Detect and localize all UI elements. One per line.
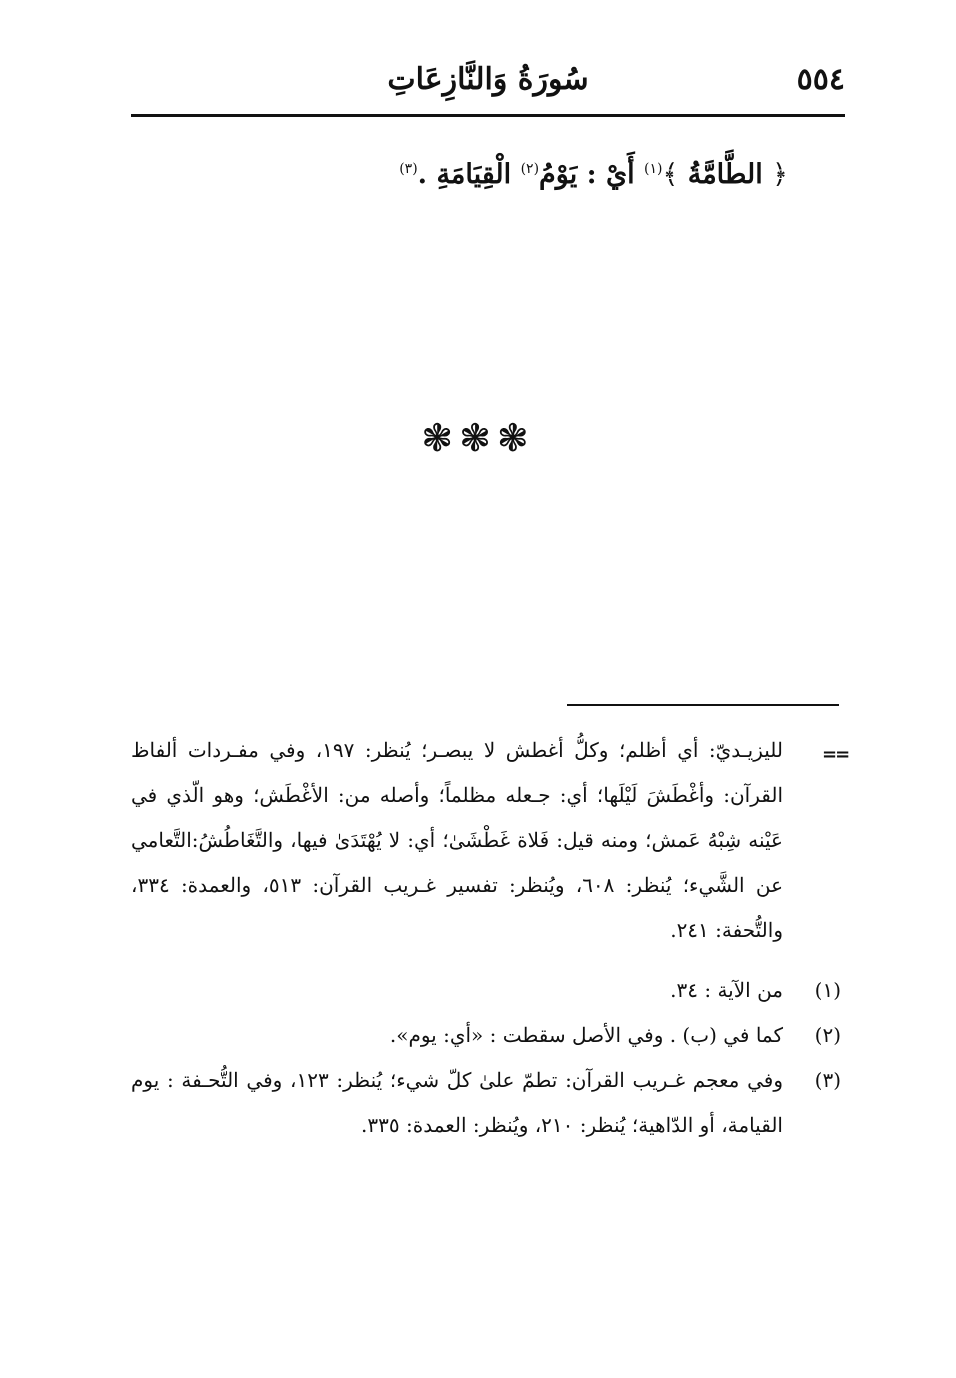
page-number: ٥٥٤ [796,62,845,97]
verse-gloss-a: أَيْ : يَوْمُ [539,159,645,190]
footnote-mark-2: (٢) [520,161,540,177]
quran-close-bracket: ﴾ [662,159,679,190]
footnote-text: من الآية : ٣٤. [670,978,783,1002]
footnote-continuation: لليزيـديّ: أي أظلم؛ وكلُّ أغطش لا يبصـر؛ يُنظر: ١٩٧، وفي مفـردات ألفاظ القرآن: وأغْطَشَ لَيْلَها؛ أي: جـعله مظلماً؛ وأصله من: الأغْطَش؛ وهو الّذي في عَيْنه شِبْهُ عَمش؛ ومنه قيل: فَلاة غَطْشَىٰ؛ أي: لا يُهْتَدَىٰ فيها، والتَّغَاطُشُ:التَّعامي عن الشَّيء؛ يُنظر: ٦٠٨، ويُنظر: تفسير غـريب القرآن: ٥١٣، والعمدة: ٣٣٤، والتُّحفة: ٢٤١. [131,738,784,942]
header-rule [131,114,845,117]
footnote-1 [131,968,841,1013]
verse-line [131,146,788,198]
footnote-number: (١) [814,978,841,1002]
footnote-number: (٣) [814,1068,841,1092]
quran-open-bracket: ﴿ [772,159,788,190]
footnote-number: (٢) [814,1023,841,1047]
verse-gloss-b: الْقِيَامَةِ . [417,159,521,190]
footnote-3 [131,1058,841,1148]
footnote-text: وفي معجم غـريب القرآن: تطمّ علىٰ كلّ شيء؛ يُنظر: ١٢٣، وفي التُّحـفة : يوم القيامة، أو الدّاهية؛ يُنظر: ٢١٠، ويُنظر: العمدة: ٣٣٥. [131,1068,783,1137]
page-header [131,62,845,114]
verse-word: الطَّامَّةُ [687,159,763,190]
footnote-2 [131,1013,841,1058]
section-separator-stars: ❃❃❃ [421,416,535,460]
footnote-mark-1: (١) [644,161,663,177]
footnote-mark-3: (٣) [399,161,418,177]
footnote-text: كما في (ب) . وفي الأصل سقطت : «أي: يوم». [389,1023,783,1047]
footnote-rule [567,704,839,706]
continuation-mark: == [822,744,849,765]
running-title: سُورَةُ وَالنَّازِعَاتِ [387,62,589,97]
